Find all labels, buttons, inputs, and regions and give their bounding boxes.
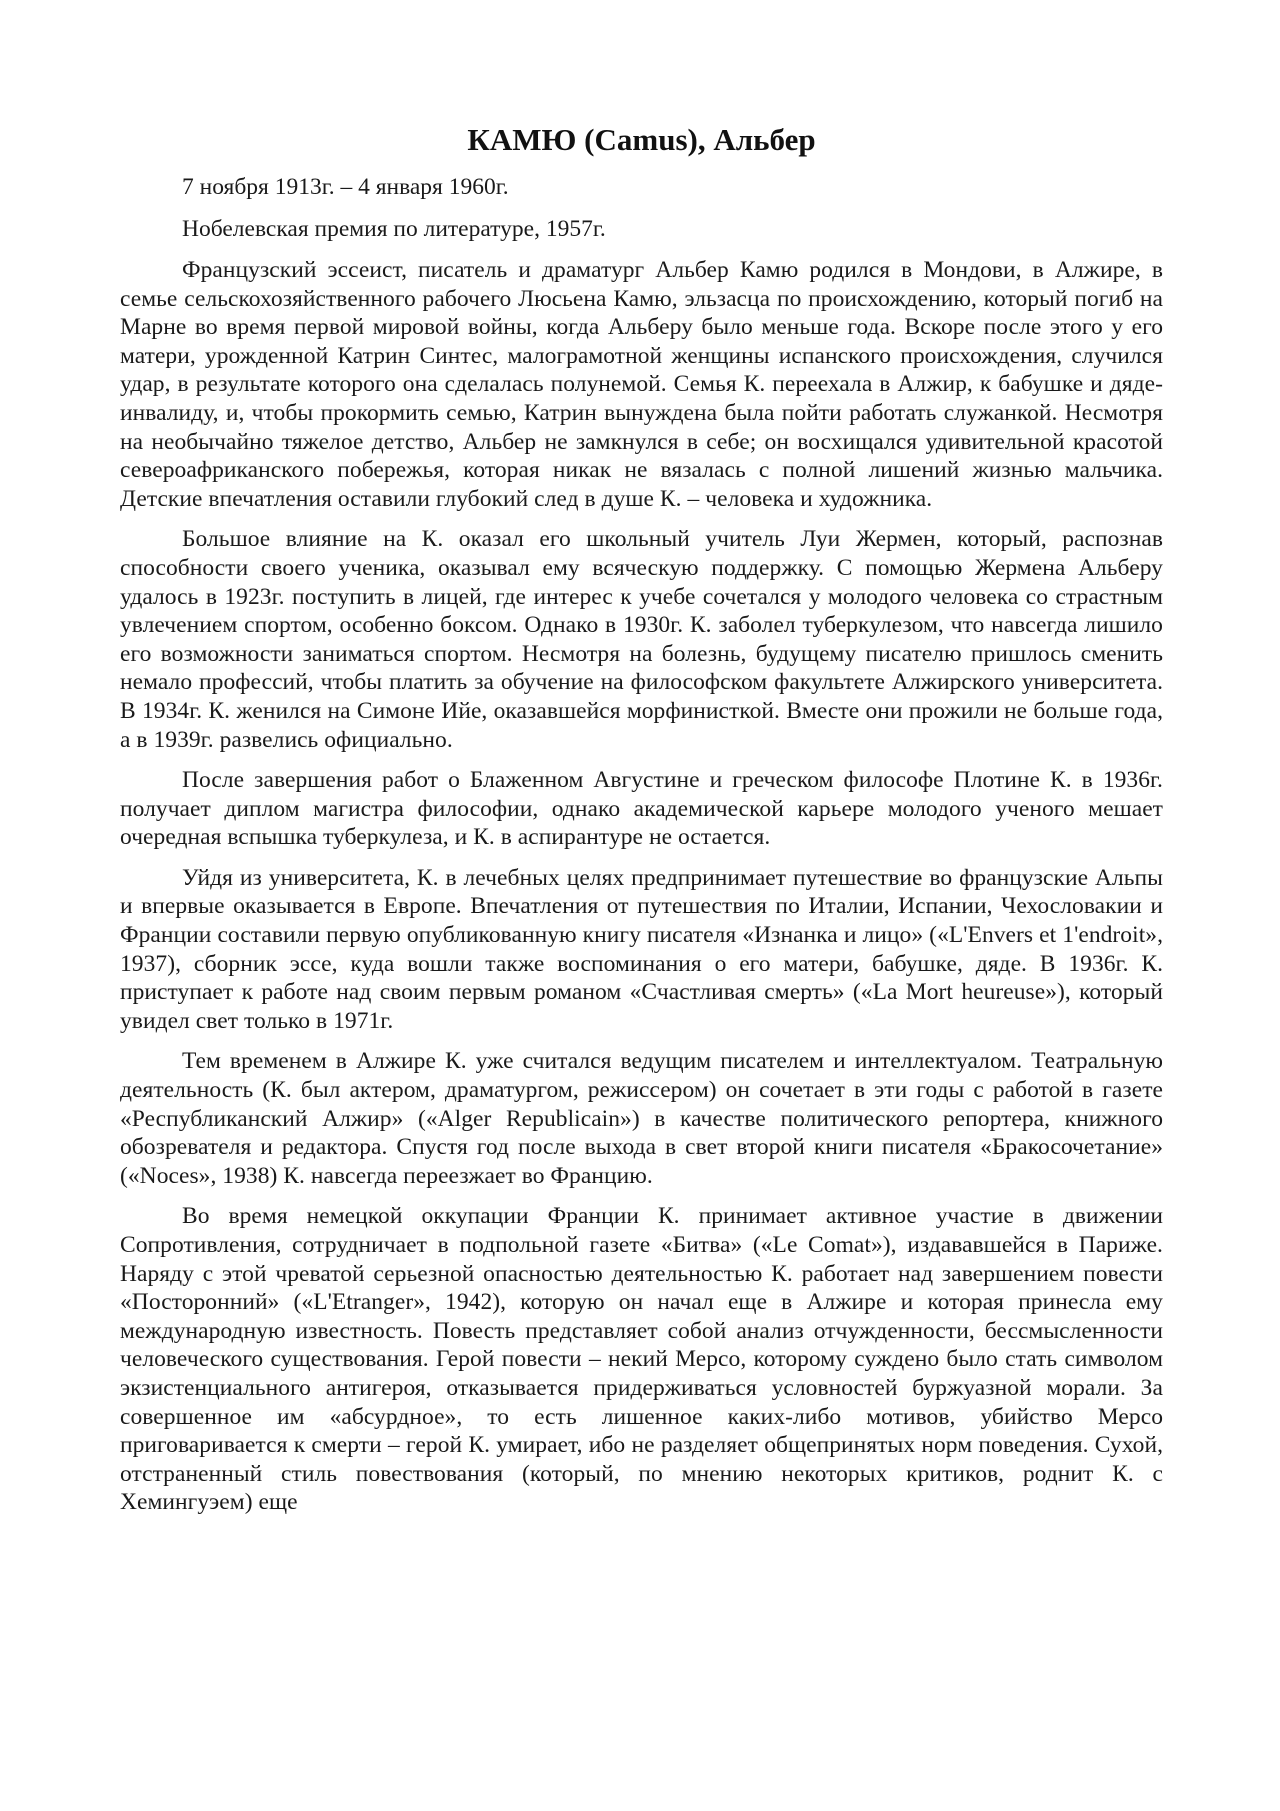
document-body	[120, 120, 1163, 1529]
paragraph-6: Во время немецкой оккупации Франции К. принимает активное участие в движении Сопротивления, сотрудничает в подпольной газете «Битва» («Le Comat»), издававшейся в Париже. Наряду с этой чреватой серьезной опасностью деятельностью К. работает над завершением повести «Посторонний» («L'Etranger», 1942), которую он начал еще в Алжире и которая принесла ему международную известность. Повесть представляет собой анализ отчужденности, бессмысленности человеческого существования. Герой повести – некий Мерсо, которому суждено было стать символом экзистенциального антигероя, отказывается придерживаться условностей буржуазной морали. За совершенное им «абсурдное», то есть лишенное каких-либо мотивов, убийство Мерсо приговаривается к смерти – герой К. умирает, ибо не разделяет общепринятых норм поведения. Сухой, отстраненный стиль повествования (который, по мнению некоторых критиков, роднит К. с Хемингуэем) еще	[120, 1203, 1163, 1516]
paragraph-3: После завершения работ о Блаженном Августине и греческом философе Плотине К. в 1936г. получает диплом магистра философии, однако академической карьере молодого ученого мешает очередная вспышка туберкулеза, и К. в аспирантуре не остается.	[120, 767, 1163, 851]
paragraph-2: Большое влияние на К. оказал его школьный учитель Луи Жермен, который, распознав способности своего ученика, оказывал ему всяческую поддержку. С помощью Жермена Альберу удалось в 1923г. поступить в лицей, где интерес к учебе сочетался у молодого человека со страстным увлечением спортом, особенно боксом. Однако в 1930г. К. заболел туберкулезом, что навсегда лишило его возможности заниматься спортом. Несмотря на болезнь, будущему писателю пришлось сменить немало профессий, чтобы платить за обучение на философском факультете Алжирского университета. В 1934г. К. женился на Симоне Ийе, оказавшейся морфинисткой. Вместе они прожили не больше года, а в 1939г. развелись официально.	[120, 526, 1163, 753]
document-title: КАМЮ (Camus), Альбер	[467, 122, 816, 157]
life-dates: 7 ноября 1913г. – 4 января 1960г.	[182, 174, 509, 200]
paragraph-4: Уйдя из университета, К. в лечебных целях предпринимает путешествие во французские Альпы и впервые оказывается в Европе. Впечатления от путешествия по Италии, Испании, Чехословакии и Франции составили первую опубликованную книгу писателя «Изнанка и лицо» («L'Envers et 1'endroit», 1937), сборник эссе, куда вошли также воспоминания о его матери, бабушке, дяде. В 1936г. К. приступает к работе над своим первым романом «Счастливая смерть» («La Mort heureuse»), который увидел свет только в 1971г.	[120, 864, 1163, 1034]
paragraph-5: Тем временем в Алжире К. уже считался ведущим писателем и интеллектуалом. Театральную деятельность (К. был актером, драматургом, режиссером) он сочетает в эти годы с работой в газете «Республиканский Алжир» («Alger Republicain») в качестве политического репортера, книжного обозревателя и редактора. Спустя год после выхода в свет второй книги писателя «Бракосочетание» («Noces», 1938) К. навсегда переезжает во Францию.	[120, 1048, 1163, 1189]
paragraph-1: Французский эссеист, писатель и драматург Альбер Камю родился в Мондови, в Алжире, в семье сельскохозяйственного рабочего Люсьена Камю, эльзасца по происхождению, который погиб на Марне во время первой мировой войны, когда Альберу было меньше года. Вскоре после этого у его матери, урожденной Катрин Синтес, малограмотной женщины испанского происхождения, случился удар, в результате которого она сделалась полунемой. Семья К. переехала в Алжир, к бабушке и дяде-инвалиду, и, чтобы прокормить семью, Катрин вынуждена была пойти работать служанкой. Несмотря на необычайно тяжелое детство, Альбер не замкнулся в себе; он восхищался удивительной красотой североафриканского побережья, которая никак не вязалась с полной лишений жизнью мальчика. Детские впечатления оставили глубокий след в душе К. – человека и художника.	[120, 257, 1163, 512]
nobel-prize-line: Нобелевская премия по литературе, 1957г.	[182, 216, 606, 242]
